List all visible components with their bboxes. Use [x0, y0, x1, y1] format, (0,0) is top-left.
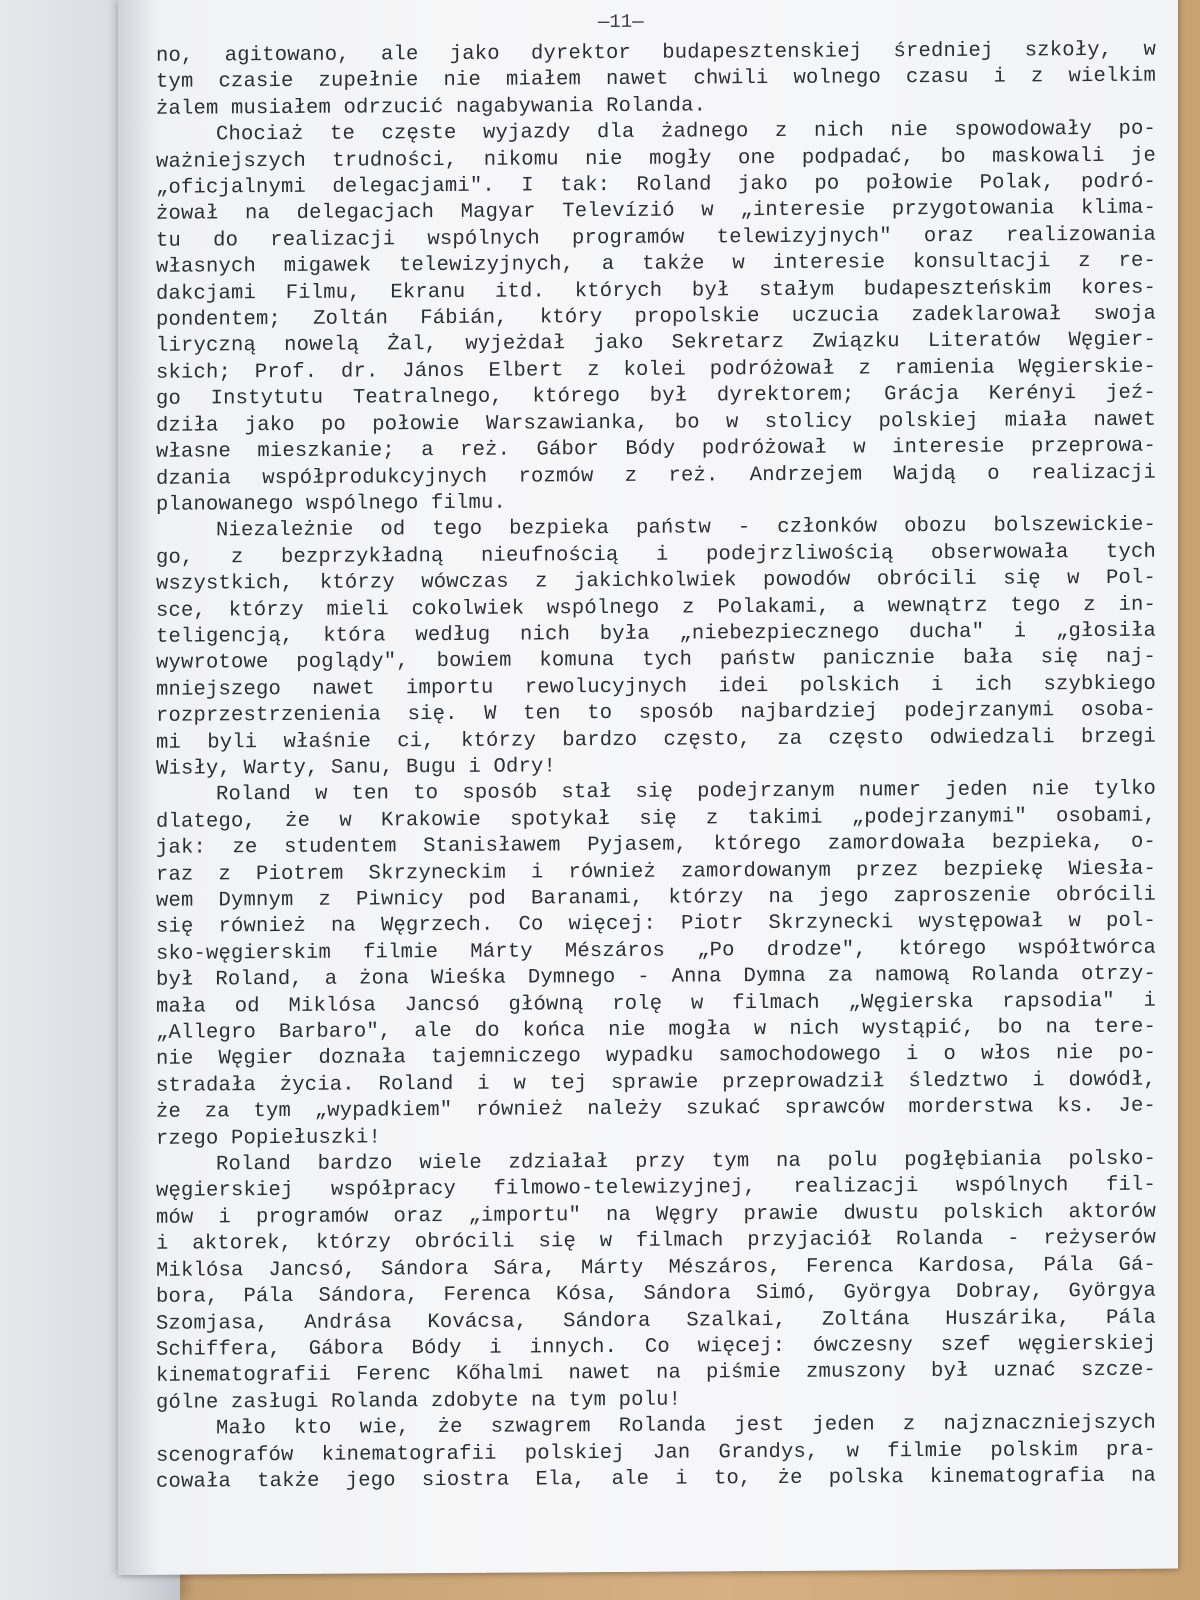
text-line: mi byli właśnie ci, którzy bardzo często, za często odwiedzali brzegi: [156, 725, 1156, 755]
text-line: raz z Piotrem Skrzyneckim i również zamordowanym przez bezpiekę Wiesła-: [156, 857, 1156, 887]
text-line: wszystkich, którzy wówczas z jakichkolwiek powodów obrócili się w Pol-: [156, 566, 1156, 596]
text-line: Roland bardzo wiele zdziałał przy tym na polu pogłębiania polsko-: [216, 1147, 1156, 1177]
text-line: stradała życia. Roland i w tej sprawie przeprowadził śledztwo i dowódł,: [156, 1068, 1156, 1098]
text-line: „Allegro Barbaro", ale do końca nie mogła w nich wystąpić, bo na tere-: [156, 1015, 1156, 1045]
text-line: nie Węgier doznała tajemniczego wypadku samochodowego i o włos nie po-: [156, 1042, 1156, 1072]
text-line: mała od Miklósa Jancsó główną rolę w filmach „Węgierska rapsodia" i: [156, 989, 1156, 1019]
text-line: scenografów kinematografii polskiej Jan Grandys, w filmie polskim pra-: [156, 1438, 1156, 1468]
document-page: [118, 0, 1178, 1575]
text-line: własnych migawek telewizyjnych, a także w interesie konsultacji z re-: [156, 249, 1156, 280]
text-line: się również na Węgrzech. Co więcej: Piotr Skrzynecki występował w pol-: [156, 910, 1156, 940]
text-line: pondentem; Zoltán Fábián, który propolskie uczucia zadeklarował swoja: [156, 302, 1156, 332]
text-line: sce, którzy mieli cokolwiek wspólnego z Polakami, a wewnątrz tego z in-: [156, 593, 1156, 623]
text-line: dlatego, że w Krakowie spotykał się z takimi „podejrzanymi" osobami,: [156, 804, 1156, 834]
text-line: go, z bezprzykładną nieufnością i podejrzliwością obserwowała tych: [156, 540, 1156, 570]
text-line: go Instytutu Teatralnego, którego był dyrektorem; Grácja Kerényi jeź-: [156, 381, 1156, 412]
body-text: [156, 38, 1156, 1496]
text-line: rozprzestrzenienia się. W ten to sposób najbardziej podejrzanymi osoba-: [156, 698, 1156, 728]
text-line: dakcjami Filmu, Ekranu itd. których był stałym budapeszteńskim kores-: [156, 276, 1156, 306]
text-line: był Roland, a żona Wieśka Dymnego - Anna Dymna za namową Rolanda otrzy-: [156, 962, 1156, 992]
text-line: dzania współprodukcyjnych rozmów z reż. Andrzejem Wajdą o realizacji: [156, 461, 1156, 491]
text-line: że za tym „wypadkiem" również należy szukać sprawców morderstwa ks. Je-: [156, 1094, 1156, 1125]
text-line: tu do realizacji wspólnych programów telewizyjnych" oraz realizowania: [156, 223, 1156, 253]
text-line: skich; Prof. dr. János Elbert z kolei podróżował z ramienia Węgierskie-: [156, 355, 1156, 385]
text-line: żalem musiałem odrzucić nagabywania Rolanda.: [156, 94, 707, 121]
text-line: żował na delegacjach Magyar Televízió w „interesie przygotowania klima-: [156, 197, 1156, 227]
text-line: bora, Pála Sándora, Ferenca Kósa, Sándora Simó, Györgya Dobray, Györgya: [156, 1279, 1156, 1309]
text-line: teligencją, która według nich była „niebezpiecznego ducha" i „głosiła: [156, 619, 1156, 649]
text-line: węgierskiej współpracy filmowo-telewizyjnej, realizacji wspólnych fil-: [156, 1174, 1156, 1204]
text-line: dziła jako po połowie Warszawianka, bo w stolicy polskiej miała nawet: [156, 408, 1156, 438]
text-line: mniejszego nawet importu rewolucyjnych idei polskich i ich szybkiego: [156, 672, 1156, 702]
text-line: tym czasie zupełnie nie miałem nawet chwili wolnego czasu i z wielkim: [156, 65, 1156, 95]
text-line: Szomjasa, Andrása Kovácsa, Sándora Szalkai, Zoltána Huszárika, Pála: [156, 1306, 1156, 1336]
text-line: Miklósa Jancsó, Sándora Sára, Márty Mészáros, Ferenca Kardosa, Pála Gá-: [156, 1253, 1156, 1283]
text-line: planowanego wspólnego filmu.: [156, 491, 507, 517]
text-line: „oficjalnymi delegacjami". I tak: Roland jako po połowie Polak, podró-: [156, 170, 1156, 200]
text-line: wywrotowe poglądy", bowiem komuna tych państw panicznie bała się naj-: [156, 646, 1156, 676]
page-number: —11—: [598, 10, 644, 34]
text-line: wem Dymnym z Piwnicy pod Baranami, którzy na jego zaproszenie obrócili: [156, 883, 1156, 913]
text-line: Roland w ten to sposób stał się podejrzanym numer jeden nie tylko: [216, 778, 1156, 807]
text-line: Schiffera, Gábora Bódy i innych. Co więcej: ówczesny szef węgierskiej: [156, 1332, 1156, 1362]
text-line: sko-węgierskim filmie Márty Mészáros „Po drodze", którego współtwórca: [156, 936, 1156, 966]
text-line: cowała także jego siostra Ela, ale i to, że polska kinematografia na: [156, 1464, 1156, 1494]
text-line: no, agitowano, ale jako dyrektor budapesztenskiej średniej szkoły, w: [156, 38, 1156, 68]
text-line: kinematografii Ferenc Kőhalmi nawet na piśmie zmuszony był uznać szcze-: [156, 1358, 1156, 1389]
text-line: jak: ze studentem Stanisławem Pyjasem, którego zamordowała bezpieka, o-: [156, 830, 1156, 860]
text-line: rzego Popiełuszki!: [156, 1126, 382, 1151]
text-line: Chociaż te częste wyjazdy dla żadnego z nich nie spowodowały po-: [216, 117, 1156, 147]
text-line: i aktorek, którzy obrócili się w filmach przyjaciół Rolanda - reżyserów: [156, 1226, 1156, 1257]
text-line: liryczną nowelą Żal, wyjeżdał jako Sekretarz Związku Literatów Węgier-: [156, 329, 1156, 359]
text-line: gólne zasługi Rolanda zdobyte na tym polu!: [156, 1388, 682, 1415]
text-line: własne mieszkanie; a reż. Gábor Bódy podróżował w interesie przeprowa-: [156, 434, 1156, 464]
text-line: Niezależnie od tego bezpieka państw - członków obozu bolszewickie-: [216, 513, 1156, 543]
text-line: mów i programów oraz „importu" na Węgry prawie dwustu polskich aktorów: [156, 1200, 1156, 1230]
text-line: Mało kto wie, że szwagrem Rolanda jest jeden z najznaczniejszych: [216, 1411, 1156, 1441]
text-line: Wisły, Warty, Sanu, Bugu i Odry!: [156, 755, 557, 781]
text-line: ważniejszych trudności, nikomu nie mogły one podpadać, bo maskowali je: [156, 144, 1156, 174]
